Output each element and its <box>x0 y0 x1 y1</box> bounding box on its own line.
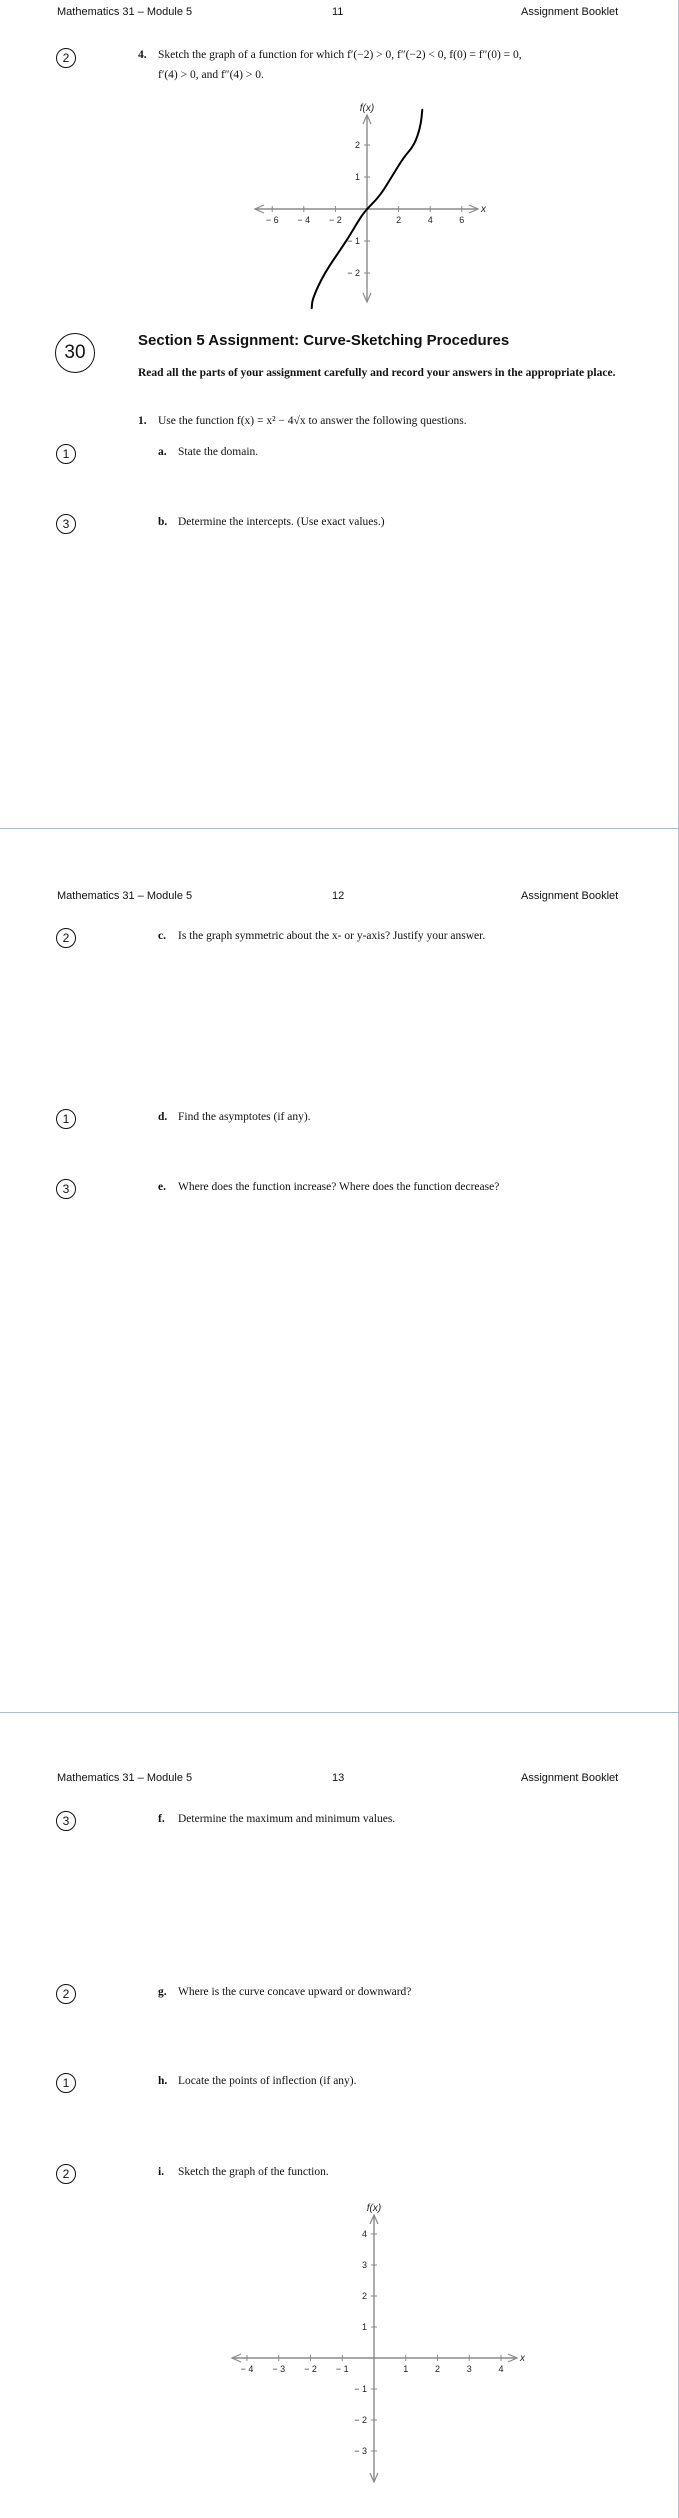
y-tick-label: 1 <box>361 2322 367 2332</box>
x-tick-label: − 2 <box>329 215 342 225</box>
x-tick-label: − 1 <box>335 2364 349 2374</box>
part-letter: h. <box>158 2075 168 2087</box>
header-course: Mathematics 31 – Module 5 <box>57 6 193 18</box>
question-1-text: Use the function f(x) = x² − 4√x to answer the following questions. <box>158 415 467 427</box>
part-letter: i. <box>158 2166 165 2178</box>
page-number: 11 <box>332 6 344 18</box>
part-letter: d. <box>158 1111 168 1123</box>
marks-badge: 3 <box>56 514 76 534</box>
marks-badge: 2 <box>56 2164 76 2184</box>
part-text: State the domain. <box>178 446 259 458</box>
x-tick-label: − 3 <box>272 2364 286 2374</box>
x-tick-label: 2 <box>434 2364 441 2374</box>
x-tick-label: 4 <box>498 2364 504 2374</box>
part-letter: f. <box>158 1813 165 1825</box>
marks-badge: 2 <box>56 1984 76 2004</box>
marks-badge: 2 <box>56 48 76 68</box>
x-axis-label: x <box>481 204 486 215</box>
part-text: Determine the intercepts. (Use exact values.) <box>178 516 385 528</box>
x-tick-label: − 6 <box>265 215 279 225</box>
part-text: Where is the curve concave upward or downward? <box>178 1986 412 1998</box>
y-tick-label: − 1 <box>354 2384 367 2394</box>
part-text: Where does the function increase? Where does the function decrease? <box>178 1181 500 1193</box>
y-tick-label: − 2 <box>354 2415 367 2425</box>
page-break <box>0 1712 679 1713</box>
question-number: 1. <box>138 415 147 427</box>
y-tick-label: − 2 <box>347 268 360 278</box>
page-number: 13 <box>332 1772 345 1784</box>
part-text: Is the graph symmetric about the x- or y-axis? Justify your answer. <box>178 930 486 942</box>
x-tick-label: 6 <box>459 215 465 225</box>
section-title: Section 5 Assignment: Curve-Sketching Procedures <box>138 332 510 349</box>
y-tick-label: 1 <box>354 172 360 182</box>
x-axis-label: x <box>520 2353 525 2364</box>
header-booklet: Assignment Booklet <box>521 1772 619 1784</box>
part-letter: b. <box>158 516 168 528</box>
graph-answer-grid <box>0 2195 679 2495</box>
x-tick-label: 2 <box>396 215 402 225</box>
question-text-line2: f′(4) > 0, and f″(4) > 0. <box>158 69 264 81</box>
marks-badge: 1 <box>56 2073 76 2093</box>
y-axis-label: f(x) <box>359 103 375 114</box>
part-letter: a. <box>158 446 167 458</box>
y-tick-label: 4 <box>361 2229 367 2239</box>
x-tick-label: 3 <box>466 2364 472 2374</box>
header-course: Mathematics 31 – Module 5 <box>57 1772 193 1784</box>
part-text: Sketch the graph of the function. <box>178 2166 329 2178</box>
section-instructions: Read all the parts of your assignment carefully and record your answers in the appropriate place. <box>138 367 616 379</box>
y-tick-label: 2 <box>361 2291 367 2301</box>
marks-badge: 3 <box>56 1179 76 1199</box>
marks-badge: 2 <box>56 928 76 948</box>
part-letter: c. <box>158 930 166 942</box>
y-tick-label: − 1 <box>347 236 360 246</box>
x-tick-label: − 4 <box>297 215 311 225</box>
y-axis-label: f(x) <box>366 2203 382 2214</box>
x-tick-label: − 4 <box>240 2364 254 2374</box>
y-tick-label: 2 <box>354 140 360 150</box>
section-marks-badge: 30 <box>55 333 95 373</box>
x-tick-label: − 2 <box>304 2364 317 2374</box>
part-letter: g. <box>158 1986 167 1998</box>
header-booklet: Assignment Booklet <box>521 6 619 18</box>
header-booklet: Assignment Booklet <box>521 890 619 902</box>
marks-badge: 1 <box>56 1109 76 1129</box>
part-text: Determine the maximum and minimum values. <box>178 1813 396 1825</box>
page-number: 12 <box>332 890 345 902</box>
question-number: 4. <box>138 49 147 61</box>
marks-badge: 1 <box>56 444 76 464</box>
x-tick-label: 4 <box>427 215 433 225</box>
part-text: Find the asymptotes (if any). <box>178 1111 311 1123</box>
page-break <box>0 828 679 829</box>
question-text-line1: Sketch the graph of a function for which f′(−2) > 0, f″(−2) < 0, f(0) = f″(0) = 0, <box>158 49 522 61</box>
marks-badge: 3 <box>56 1811 76 1831</box>
x-tick-label: 1 <box>403 2364 409 2374</box>
y-tick-label: − 3 <box>354 2446 367 2456</box>
header-course: Mathematics 31 – Module 5 <box>57 890 193 902</box>
part-text: Locate the points of inflection (if any). <box>178 2075 357 2087</box>
part-letter: e. <box>158 1181 166 1193</box>
y-tick-label: 3 <box>361 2260 367 2270</box>
graph-question-4 <box>0 95 679 310</box>
